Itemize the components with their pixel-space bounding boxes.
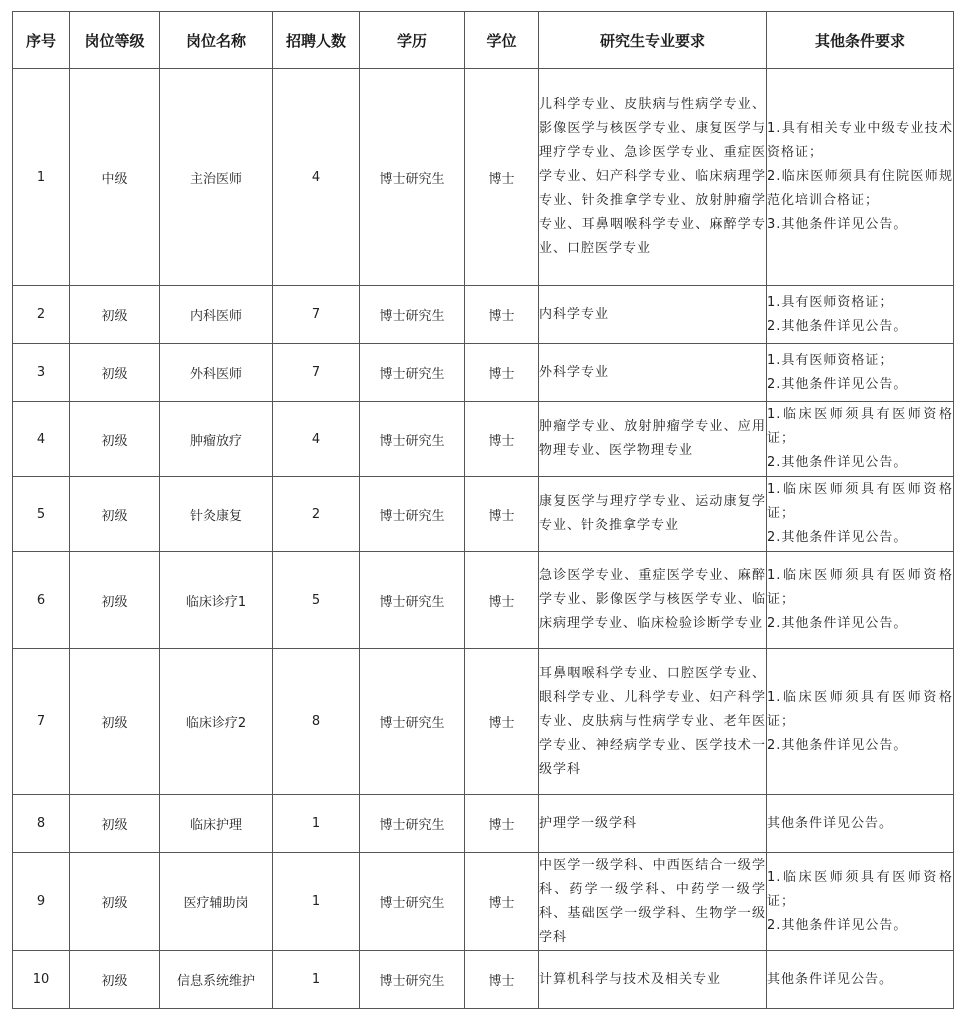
education: 博士研究生 (360, 477, 465, 552)
header-cell: 序号 (13, 12, 70, 69)
requirement-line: 其他条件详见公告。 (767, 815, 894, 831)
degree: 博士 (465, 795, 539, 853)
requirement-line: 1.具有相关专业中级专业技术资格证； (767, 121, 953, 160)
other-requirements (767, 286, 954, 344)
job-level: 初级 (70, 552, 160, 649)
table-row (13, 552, 954, 649)
other-requirements (767, 477, 954, 552)
education: 博士研究生 (360, 853, 465, 951)
requirement-line: 1.临床医师须具有医师资格证； (767, 568, 953, 607)
job-name: 临床护理 (160, 795, 273, 853)
table-row (13, 853, 954, 951)
table-row (13, 649, 954, 795)
job-level: 初级 (70, 286, 160, 344)
requirement-line: 2.其他条件详见公告。 (767, 455, 908, 470)
row-number: 8 (13, 795, 70, 853)
other-requirements (767, 69, 954, 286)
hire-count: 2 (273, 477, 360, 552)
major-requirement: 康复医学与理疗学专业、运动康复学专业、针灸推拿学专业 (539, 477, 767, 552)
job-name: 临床诊疗1 (160, 552, 273, 649)
requirement-line: 2.其他条件详见公告。 (767, 616, 908, 631)
requirement-line: 2.其他条件详见公告。 (767, 917, 908, 933)
education: 博士研究生 (360, 344, 465, 402)
table-row (13, 795, 954, 853)
hire-count: 1 (273, 853, 360, 951)
row-number: 9 (13, 853, 70, 951)
hire-count: 7 (273, 286, 360, 344)
education: 博士研究生 (360, 552, 465, 649)
degree: 博士 (465, 69, 539, 286)
header-cell: 岗位名称 (160, 12, 273, 69)
major-requirement: 计算机科学与技术及相关专业 (539, 951, 767, 1009)
other-requirements (767, 951, 954, 1009)
requirement-line: 3.其他条件详见公告。 (767, 217, 908, 232)
degree: 博士 (465, 402, 539, 477)
major-requirement: 肿瘤学专业、放射肿瘤学专业、应用物理专业、医学物理专业 (539, 402, 767, 477)
row-number: 7 (13, 649, 70, 795)
table-row (13, 69, 954, 286)
header-cell: 研究生专业要求 (539, 12, 767, 69)
job-name: 主治医师 (160, 69, 273, 286)
requirement-line: 1.临床医师须具有医师资格证； (767, 482, 953, 521)
job-name: 内科医师 (160, 286, 273, 344)
table-row (13, 344, 954, 402)
recruitment-table (12, 11, 954, 1009)
degree: 博士 (465, 649, 539, 795)
hire-count: 1 (273, 951, 360, 1009)
table-row (13, 477, 954, 552)
requirement-line: 2.其他条件详见公告。 (767, 318, 908, 334)
header-cell: 岗位等级 (70, 12, 160, 69)
requirement-line: 其他条件详见公告。 (767, 971, 894, 987)
requirement-line: 2.临床医师须具有住院医师规范化培训合格证； (767, 169, 953, 208)
job-name: 医疗辅助岗 (160, 853, 273, 951)
degree: 博士 (465, 853, 539, 951)
job-name: 针灸康复 (160, 477, 273, 552)
education: 博士研究生 (360, 951, 465, 1009)
job-name: 肿瘤放疗 (160, 402, 273, 477)
requirement-line: 1.具有医师资格证； (767, 352, 894, 368)
other-requirements (767, 402, 954, 477)
hire-count: 8 (273, 649, 360, 795)
job-level: 初级 (70, 402, 160, 477)
job-level: 初级 (70, 853, 160, 951)
major-requirement: 耳鼻咽喉科学专业、口腔医学专业、眼科学专业、儿科学专业、妇产科学专业、皮肤病与性病学专业、老年医学专业、神经病学专业、医学技术一级学科 (539, 649, 767, 795)
major-requirement: 内科学专业 (539, 286, 767, 344)
job-level: 中级 (70, 69, 160, 286)
education: 博士研究生 (360, 649, 465, 795)
job-name: 信息系统维护 (160, 951, 273, 1009)
other-requirements (767, 649, 954, 795)
row-number: 1 (13, 69, 70, 286)
job-level: 初级 (70, 951, 160, 1009)
education: 博士研究生 (360, 795, 465, 853)
requirement-line: 1.具有医师资格证； (767, 294, 894, 310)
job-name: 临床诊疗2 (160, 649, 273, 795)
table-row (13, 286, 954, 344)
requirement-line: 2.其他条件详见公告。 (767, 737, 908, 753)
table-row (13, 951, 954, 1009)
degree: 博士 (465, 951, 539, 1009)
requirement-line: 1.临床医师须具有医师资格证； (767, 407, 953, 446)
requirement-line: 2.其他条件详见公告。 (767, 376, 908, 392)
hire-count: 5 (273, 552, 360, 649)
row-number: 6 (13, 552, 70, 649)
row-number: 2 (13, 286, 70, 344)
header-cell: 学历 (360, 12, 465, 69)
header-cell: 招聘人数 (273, 12, 360, 69)
header-cell: 其他条件要求 (767, 12, 954, 69)
hire-count: 1 (273, 795, 360, 853)
requirement-line: 1.临床医师须具有医师资格证； (767, 689, 953, 729)
degree: 博士 (465, 477, 539, 552)
row-number: 4 (13, 402, 70, 477)
job-name: 外科医师 (160, 344, 273, 402)
job-level: 初级 (70, 344, 160, 402)
degree: 博士 (465, 552, 539, 649)
degree: 博士 (465, 344, 539, 402)
row-number: 5 (13, 477, 70, 552)
hire-count: 4 (273, 69, 360, 286)
header-row (13, 12, 954, 69)
major-requirement: 护理学一级学科 (539, 795, 767, 853)
hire-count: 4 (273, 402, 360, 477)
degree: 博士 (465, 286, 539, 344)
education: 博士研究生 (360, 402, 465, 477)
job-level: 初级 (70, 649, 160, 795)
job-level: 初级 (70, 477, 160, 552)
table-row (13, 402, 954, 477)
requirement-line: 2.其他条件详见公告。 (767, 530, 908, 545)
other-requirements (767, 853, 954, 951)
header-cell: 学位 (465, 12, 539, 69)
major-requirement: 中医学一级学科、中西医结合一级学科、药学一级学科、中药学一级学科、基础医学一级学科、生物学一级学科 (539, 853, 767, 951)
education: 博士研究生 (360, 286, 465, 344)
other-requirements (767, 795, 954, 853)
major-requirement: 儿科学专业、皮肤病与性病学专业、影像医学与核医学专业、康复医学与理疗学专业、急诊医学专业、重症医学专业、妇产科学专业、临床病理学专业、针灸推拿学专业、放射肿瘤学专业、耳鼻咽喉科学专业、麻醉学专业、口腔医学专业 (539, 69, 767, 286)
major-requirement: 急诊医学专业、重症医学专业、麻醉学专业、影像医学与核医学专业、临床病理学专业、临床检验诊断学专业 (539, 552, 767, 649)
row-number: 10 (13, 951, 70, 1009)
major-requirement: 外科学专业 (539, 344, 767, 402)
education: 博士研究生 (360, 69, 465, 286)
requirement-line: 1.临床医师须具有医师资格证； (767, 869, 953, 909)
other-requirements (767, 344, 954, 402)
other-requirements (767, 552, 954, 649)
job-level: 初级 (70, 795, 160, 853)
row-number: 3 (13, 344, 70, 402)
hire-count: 7 (273, 344, 360, 402)
